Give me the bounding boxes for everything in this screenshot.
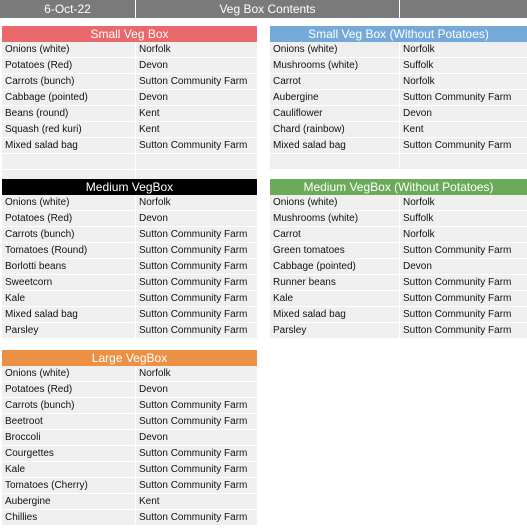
item-cell[interactable]: Aubergine: [270, 90, 400, 105]
table-row: [2, 227, 257, 243]
empty-cell[interactable]: [2, 154, 136, 169]
item-cell[interactable]: Onions (white): [2, 42, 136, 57]
source-cell[interactable]: Norfolk: [400, 42, 527, 57]
table-row: [270, 106, 527, 122]
item-cell[interactable]: Carrots (bunch): [2, 74, 136, 89]
item-cell[interactable]: Kale: [2, 462, 136, 477]
item-cell[interactable]: Potatoes (Red): [2, 211, 136, 226]
item-cell[interactable]: Green tomatoes: [270, 243, 400, 258]
item-cell[interactable]: Broccoli: [2, 430, 136, 445]
small-veg-box-title[interactable]: Small Veg Box: [2, 26, 257, 42]
source-cell[interactable]: Sutton Community Farm: [136, 398, 257, 413]
item-cell[interactable]: Beans (round): [2, 106, 136, 121]
item-cell[interactable]: Chillies: [2, 510, 136, 525]
table-row: [2, 195, 257, 211]
table-row: [2, 323, 257, 339]
table-row: [2, 243, 257, 259]
item-cell[interactable]: Carrots (bunch): [2, 398, 136, 413]
table-row: [2, 291, 257, 307]
table-row: [2, 478, 257, 494]
empty-row: [270, 154, 527, 170]
item-cell[interactable]: Onions (white): [2, 366, 136, 381]
medium-vegbox-no-potatoes-title[interactable]: Medium VegBox (Without Potatoes): [270, 179, 527, 195]
blank-header-cell[interactable]: [400, 0, 527, 18]
source-cell[interactable]: Norfolk: [136, 195, 257, 210]
item-cell[interactable]: Carrot: [270, 227, 400, 242]
table-row: [2, 382, 257, 398]
empty-cell[interactable]: [270, 154, 400, 169]
source-cell[interactable]: Kent: [400, 122, 527, 137]
table-row: [2, 58, 257, 74]
source-cell[interactable]: Sutton Community Farm: [136, 275, 257, 290]
table-row: [270, 122, 527, 138]
table-row: [2, 138, 257, 154]
source-cell[interactable]: Sutton Community Farm: [400, 275, 527, 290]
table-row: [270, 90, 527, 106]
table-row: [270, 243, 527, 259]
table-row: [2, 74, 257, 90]
medium-vegbox-table: [2, 179, 257, 339]
source-cell[interactable]: Sutton Community Farm: [136, 414, 257, 429]
item-cell[interactable]: Squash (red kuri): [2, 122, 136, 137]
item-cell[interactable]: Mixed salad bag: [270, 307, 400, 322]
source-cell[interactable]: Sutton Community Farm: [136, 74, 257, 89]
source-cell[interactable]: Suffolk: [400, 211, 527, 226]
table-row: [270, 275, 527, 291]
table-row: [2, 307, 257, 323]
source-cell[interactable]: Sutton Community Farm: [400, 90, 527, 105]
source-cell[interactable]: Kent: [136, 122, 257, 137]
table-row: [2, 398, 257, 414]
item-cell[interactable]: Carrots (bunch): [2, 227, 136, 242]
item-cell[interactable]: Mixed salad bag: [2, 307, 136, 322]
source-cell[interactable]: Norfolk: [136, 366, 257, 381]
item-cell[interactable]: Mushrooms (white): [270, 58, 400, 73]
large-vegbox-title[interactable]: Large VegBox: [2, 350, 257, 366]
source-cell[interactable]: Sutton Community Farm: [136, 323, 257, 338]
item-cell[interactable]: Onions (white): [2, 195, 136, 210]
item-cell[interactable]: Onions (white): [270, 195, 400, 210]
item-cell[interactable]: Tomatoes (Round): [2, 243, 136, 258]
table-row: [270, 42, 527, 58]
medium-vegbox-no-potatoes-rows: [270, 195, 527, 339]
table-row: [270, 259, 527, 275]
item-cell[interactable]: Tomatoes (Cherry): [2, 478, 136, 493]
table-row: [2, 90, 257, 106]
table-row: [2, 414, 257, 430]
table-row: [270, 227, 527, 243]
table-row: [2, 122, 257, 138]
table-row: [2, 106, 257, 122]
item-cell[interactable]: Potatoes (Red): [2, 382, 136, 397]
item-cell[interactable]: Cauliflower: [270, 106, 400, 121]
table-row: [2, 462, 257, 478]
item-cell[interactable]: Mushrooms (white): [270, 211, 400, 226]
item-cell[interactable]: Cabbage (pointed): [2, 90, 136, 105]
source-cell[interactable]: Sutton Community Farm: [136, 138, 257, 153]
empty-cell[interactable]: [136, 154, 257, 169]
small-veg-box-rows: [2, 42, 257, 186]
medium-vegbox-no-potatoes-table: [270, 179, 527, 339]
item-cell[interactable]: Potatoes (Red): [2, 58, 136, 73]
sheet-header-bar: [0, 0, 527, 18]
item-cell[interactable]: Parsley: [2, 323, 136, 338]
source-cell[interactable]: Norfolk: [400, 74, 527, 89]
medium-vegbox-title[interactable]: Medium VegBox: [2, 179, 257, 195]
sheet-title[interactable]: Veg Box Contents: [136, 0, 400, 18]
source-cell[interactable]: Kent: [136, 494, 257, 509]
item-cell[interactable]: Onions (white): [270, 42, 400, 57]
table-row: [2, 430, 257, 446]
large-vegbox-table: [2, 350, 257, 526]
item-cell[interactable]: Mixed salad bag: [2, 138, 136, 153]
small-veg-box-no-potatoes-table: [270, 26, 527, 170]
source-cell[interactable]: Devon: [400, 259, 527, 274]
table-row: [270, 74, 527, 90]
table-row: [2, 275, 257, 291]
source-cell[interactable]: Kent: [136, 106, 257, 121]
item-cell[interactable]: Aubergine: [2, 494, 136, 509]
table-row: [2, 42, 257, 58]
source-cell[interactable]: Sutton Community Farm: [136, 510, 257, 525]
table-row: [270, 58, 527, 74]
source-cell[interactable]: Norfolk: [400, 195, 527, 210]
source-cell[interactable]: Sutton Community Farm: [136, 227, 257, 242]
source-cell[interactable]: Devon: [136, 90, 257, 105]
source-cell[interactable]: Devon: [136, 211, 257, 226]
source-cell[interactable]: Devon: [136, 58, 257, 73]
empty-cell[interactable]: [400, 154, 527, 169]
table-row: [2, 366, 257, 382]
item-cell[interactable]: Sweetcorn: [2, 275, 136, 290]
medium-vegbox-rows: [2, 195, 257, 339]
source-cell[interactable]: Sutton Community Farm: [136, 462, 257, 477]
table-row: [270, 138, 527, 154]
table-row: [2, 494, 257, 510]
source-cell[interactable]: Sutton Community Farm: [136, 259, 257, 274]
source-cell[interactable]: Sutton Community Farm: [400, 307, 527, 322]
item-cell[interactable]: Beetroot: [2, 414, 136, 429]
item-cell[interactable]: Carrot: [270, 74, 400, 89]
source-cell[interactable]: Suffolk: [400, 58, 527, 73]
table-row: [270, 291, 527, 307]
source-cell[interactable]: Sutton Community Farm: [400, 291, 527, 306]
item-cell[interactable]: Runner beans: [270, 275, 400, 290]
item-cell[interactable]: Chard (rainbow): [270, 122, 400, 137]
small-veg-box-table: [2, 26, 257, 186]
table-row: [2, 259, 257, 275]
table-row: [270, 195, 527, 211]
source-cell[interactable]: Devon: [136, 430, 257, 445]
source-cell[interactable]: Devon: [400, 106, 527, 121]
source-cell[interactable]: Sutton Community Farm: [136, 478, 257, 493]
source-cell[interactable]: Sutton Community Farm: [136, 446, 257, 461]
item-cell[interactable]: Kale: [2, 291, 136, 306]
table-row: [270, 307, 527, 323]
date-cell[interactable]: 6-Oct-22: [0, 0, 136, 18]
table-row: [2, 510, 257, 526]
source-cell[interactable]: Sutton Community Farm: [136, 307, 257, 322]
source-cell[interactable]: Sutton Community Farm: [136, 243, 257, 258]
item-cell[interactable]: Parsley: [270, 323, 400, 338]
source-cell[interactable]: Norfolk: [400, 227, 527, 242]
item-cell[interactable]: Mixed salad bag: [270, 138, 400, 153]
empty-row: [2, 154, 257, 170]
item-cell[interactable]: Cabbage (pointed): [270, 259, 400, 274]
table-row: [270, 323, 527, 339]
table-row: [2, 446, 257, 462]
source-cell[interactable]: Sutton Community Farm: [400, 323, 527, 338]
source-cell[interactable]: Devon: [136, 382, 257, 397]
item-cell[interactable]: Kale: [270, 291, 400, 306]
source-cell[interactable]: Norfolk: [136, 42, 257, 57]
small-veg-box-no-potatoes-rows: [270, 42, 527, 170]
small-veg-box-no-potatoes-title[interactable]: Small Veg Box (Without Potatoes): [270, 26, 527, 42]
source-cell[interactable]: Sutton Community Farm: [400, 243, 527, 258]
table-row: [2, 211, 257, 227]
table-row: [270, 211, 527, 227]
large-vegbox-rows: [2, 366, 257, 526]
item-cell[interactable]: Courgettes: [2, 446, 136, 461]
source-cell[interactable]: Sutton Community Farm: [136, 291, 257, 306]
source-cell[interactable]: Sutton Community Farm: [400, 138, 527, 153]
item-cell[interactable]: Borlotti beans: [2, 259, 136, 274]
